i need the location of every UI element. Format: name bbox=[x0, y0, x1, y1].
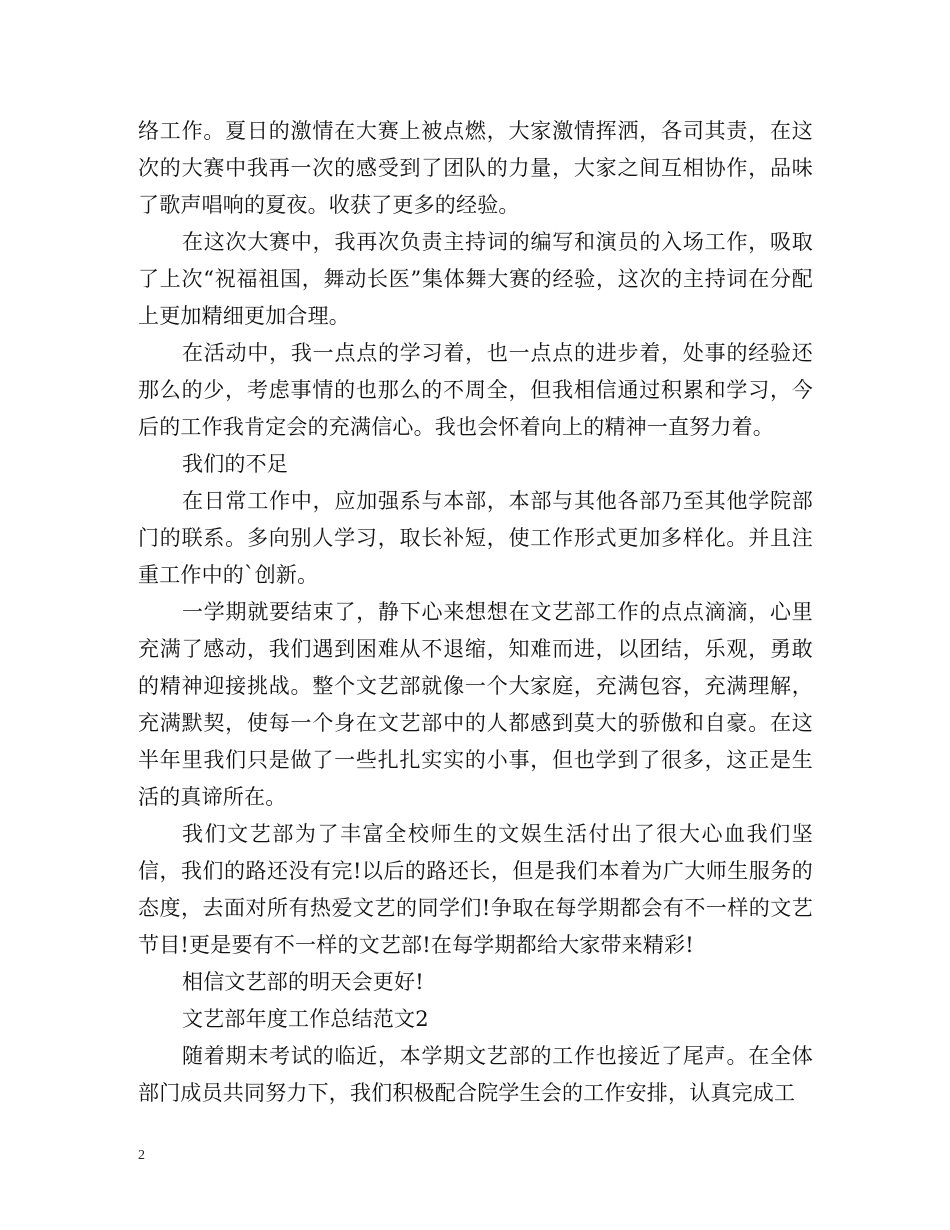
paragraph-8: 相信文艺部的明天会更好! bbox=[182, 970, 424, 994]
document-body bbox=[138, 113, 813, 1112]
page-number: 2 bbox=[138, 1148, 145, 1163]
paragraph-5: 在日常工作中，应加强系与本部，本部与其他各部乃至其他学院部门的联系。多向别人学习，取长补短，使工作形式更加多样化。并且注重工作中的`创新。 bbox=[138, 489, 813, 587]
paragraph-7: 我们文艺部为了丰富全校师生的文娱生活付出了很大心血我们坚信，我们的路还没有完!以后的路还长，但是我们本着为广大师生服务的态度，去面对所有热爱文艺的同学们!争取在每学期都会有不一样的文艺节目!更是要有不一样的文艺部!在每学期都给大家带来精彩! bbox=[138, 822, 813, 957]
section-heading-shortcomings: 我们的不足 bbox=[182, 452, 288, 476]
paragraph-2: 在这次大赛中，我再次负责主持词的编写和演员的入场工作，吸取了上次“祝福祖国，舞动长医”集体舞大赛的经验，这次的主持词在分配上更加精细更加合理。 bbox=[138, 230, 813, 328]
section-heading-sample-2: 文艺部年度工作总结范文2 bbox=[182, 1007, 429, 1031]
paragraph-6: 一学期就要结束了，静下心来想想在文艺部工作的点点滴滴，心里充满了感动，我们遇到困难从不退缩，知难而进，以团结，乐观，勇敢的精神迎接挑战。整个文艺部就像一个大家庭，充满包容，充满理解，充满默契，使每一个身在文艺部中的人都感到莫大的骄傲和自豪。在这半年里我们只是做了一些扎扎实实的小事，但也学到了很多，这正是生活的真谛所在。 bbox=[138, 600, 813, 809]
paragraph-3: 在活动中，我一点点的学习着，也一点点的进步着，处事的经验还那么的少，考虑事情的也那么的不周全，但我相信通过积累和学习，今后的工作我肯定会的充满信心。我也会怀着向上的精神一直努力着。 bbox=[138, 341, 813, 439]
paragraph-1: 络工作。夏日的激情在大赛上被点燃，大家激情挥洒，各司其责，在这次的大赛中我再一次的感受到了团队的力量，大家之间互相协作，品味了歌声唱响的夏夜。收获了更多的经验。 bbox=[138, 119, 813, 217]
paragraph-10: 随着期末考试的临近，本学期文艺部的工作也接近了尾声。在全体部门成员共同努力下，我们积极配合院学生会的工作安排，认真完成工 bbox=[138, 1044, 813, 1105]
